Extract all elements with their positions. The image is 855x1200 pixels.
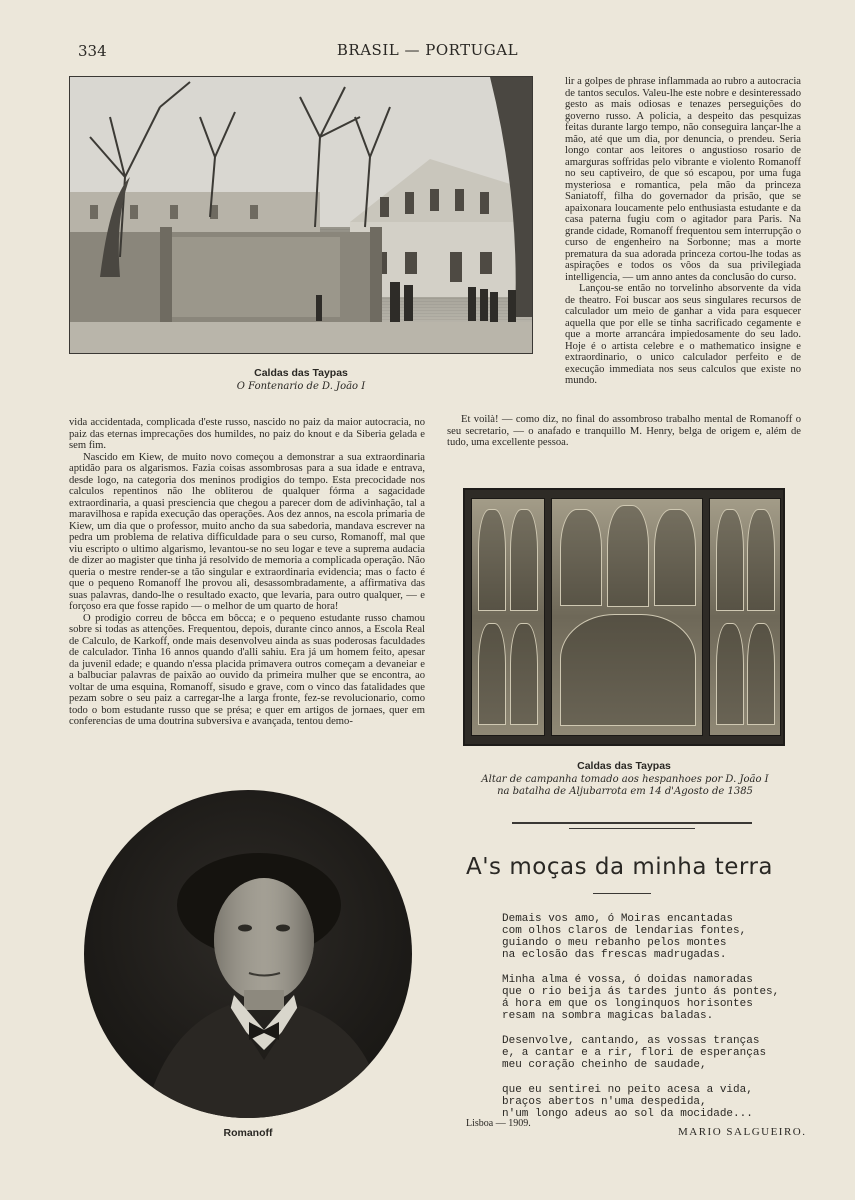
top-rule bbox=[512, 822, 752, 824]
poem-line: na eclosão das frescas madrugadas. bbox=[502, 949, 727, 961]
poem-stanza-1 bbox=[502, 913, 802, 961]
altar-niche bbox=[510, 509, 538, 611]
altar-niche bbox=[716, 509, 744, 611]
poem-line: Demais vos amo, ó Moiras encantadas bbox=[502, 913, 734, 925]
left-column-text bbox=[69, 417, 425, 728]
poem-line: que eu sentirei no peito acesa a vida, bbox=[502, 1084, 753, 1096]
closing-paragraph: Et voilà! — como diz, no final do assombroso trabalho mental de Romanoff o seu secretario, — o anafado e tranquillo M. Henry, belga de origem e, além de tudo, uma excellente pessoa. bbox=[447, 414, 801, 448]
poem-stanza-2 bbox=[502, 974, 802, 1022]
poem-line: Desenvolve, cantando, as vossas tranças bbox=[502, 1035, 760, 1047]
page-number: 334 bbox=[78, 42, 107, 60]
poem-line: com olhos claros de lendarias fontes, bbox=[502, 925, 747, 937]
title-rule bbox=[593, 893, 651, 894]
figure2-subtitle-line1: Altar de campanha tomado aos hespanhoes por D. João I bbox=[481, 774, 769, 785]
altar-niche bbox=[560, 509, 602, 606]
right-paragraph-1: lir a golpes de phrase inflammada ao rubro a autocracia de tantos seculos. Valeu-lhe este nobre e desinteressado gesto as mais odiosas e tenazes perseguições do governo russo. A policia, a despeito das pesquizas feitas durante largo tempo, não conseguira lançar-lhe a mão, até que um dia, por denuncia, o prendeu. Seria longo contar aos leitores o angustioso rosario de amarguras soffridas pelo vibrante e violento Romanoff no seu captiveiro, de que só escapou, por uma fuga mysteriosa e romantica, pela mão da princeza Saniatoff, filha do governador da prisão, que se apaixonara loucamente pelo enthusiasta estudante e da casa paterna fugiu com o agitador para Paris. Na grande cidade, Romanoff frequentou sem interrupção o curso de engenheiro na Sorbonne; mas a morte prematura da sua adorada princeza cortou-lhe todas as aspirações e todos os vôos da sua privilegiada intelligencia, — um anno antes da conclusão do curso. bbox=[565, 76, 801, 283]
poem-line: n'um longo adeus ao sol da mocidade... bbox=[502, 1108, 753, 1120]
poem-line: que o rio beija ás tardes junto ás pontes, bbox=[502, 986, 780, 998]
poem-line: á hora em que os longinquos horisontes bbox=[502, 998, 753, 1010]
poem-title: A's moças da minha terra bbox=[466, 854, 773, 880]
figure1-title: Caldas das Taypas bbox=[254, 367, 348, 379]
continuation-paragraph bbox=[447, 414, 801, 449]
poem-line: guiando o meu rebanho pelos montes bbox=[502, 937, 727, 949]
altar-niche bbox=[747, 623, 775, 725]
left-paragraph-3: O prodigio correu de bôcca em bôcca; e o pequeno estudante russo chamou sobre si todas as attenções. Frequentou, depois, durante cinco annos, a Escola Real de Calculo, de Karkoff, onde mais desenvolveu ainda as suas poderosas faculdades de calculador. Tinha 16 annos quando d'alli sahiu. Era já um homem feito, apesar da juvenil edade; e quando n'essa placida primavera outros começam a devaneiar e a balbuciar palavras de paixão ao ouvido da primeira mulher que se encontra, ao voltar de uma esquina, Romanoff, sisudo e grave, com o vinco das fatalidades que pezam sobre o seu paiz a carregar-lhe a larga fronte, fez-se revolucionario, como todo o bom estudante russo que se présa; e quer em artigos de jornaes, quer em conferencias de uma doutrina subversiva e avançada, tentou demo- bbox=[69, 612, 425, 727]
poem-place-date: Lisboa — 1909. bbox=[466, 1118, 531, 1129]
altar-niche bbox=[478, 623, 506, 725]
poem-line: meu coração cheinho de saudade, bbox=[502, 1059, 707, 1071]
altar-niche bbox=[510, 623, 538, 725]
figure3-title: Romanoff bbox=[223, 1127, 273, 1139]
altar-left-wing bbox=[471, 498, 545, 736]
running-header-title: BRASIL — PORTUGAL bbox=[336, 41, 519, 59]
altar-niche bbox=[607, 505, 649, 607]
altar-niche bbox=[654, 509, 696, 606]
poem-line: e, a cantar e a rir, flori de esperanças bbox=[502, 1047, 767, 1059]
fountain-photo-illustration bbox=[70, 77, 532, 353]
figure1-subtitle: O Fontenario de D. João I bbox=[236, 381, 366, 392]
figure2-subtitle-line2: na batalha de Aljubarrota em 14 d'Agosto de 1385 bbox=[497, 786, 753, 797]
altar-right-wing bbox=[709, 498, 781, 736]
altar-niche bbox=[747, 509, 775, 611]
top-rule-thin bbox=[569, 828, 695, 829]
poem-body bbox=[502, 913, 802, 1133]
poem-author: MARIO SALGUEIRO. bbox=[678, 1126, 807, 1138]
left-paragraph-1: vida accidentada, complicada d'este russo, nascido no paiz da maior autocracia, no paiz das eternas imprecações dos humildes, no paiz do knout e da Siberia gelada e sem fim. bbox=[69, 417, 425, 451]
portrait-illustration bbox=[84, 790, 412, 1118]
altar-main-scene bbox=[560, 614, 696, 726]
altar-center-panel bbox=[551, 498, 703, 736]
figure2-title: Caldas das Taypas bbox=[577, 760, 671, 772]
poem-line: Minha alma é vossa, ó doidas namoradas bbox=[502, 974, 753, 986]
poem-line: resam na sombra magicas baladas. bbox=[502, 1010, 714, 1022]
fountain-photo bbox=[69, 76, 533, 354]
altar-niche bbox=[716, 623, 744, 725]
poem-stanza-3 bbox=[502, 1035, 802, 1071]
poem-line: braços abertos n'uma despedida, bbox=[502, 1096, 707, 1108]
romanoff-portrait bbox=[84, 790, 412, 1118]
poem-stanza-4 bbox=[502, 1084, 802, 1120]
left-paragraph-2: Nascido em Kiew, de muito novo começou a demonstrar a sua extraordinaria aptidão para os algarismos. Fazia coisas assombrosas para a sua idade e entrava, desde logo, na categoria dos meninos prodigios do tempo. Esta precocidade nos calculos repentinos não lhe obliterou de qualquer fórma a sagacidade extraordinaria, a quasi presciencia que chegou a parecer dom de adivinhação, tal a maravilhosa e rapida execução das operações. Aos dez annos, na escola primaria de Kiew, um dia que o professor, muito ancho da sua sabedoria, mandava escrever na pedra um problema de relativa difficuldade para o seu curso, Romanoff, mal que viu escripto o ultimo algarismo, levantou-se no seu logar e teve a suprema audacia de dizer ao magister que tinha já resolvido de memoria a complicada operação. Não queria o mestre render-se a tão singular e extraordinaria evidencia; mas o facto é que o pequeno Romanoff lhe provou ali, desassombradamente, a affirmativa das suas palavras, dando-lhe o resultado exacto, que levaria, para outro qualquer, — e forçoso era que fosse rapido — o melhor de um quarto de hora! bbox=[69, 451, 425, 612]
right-paragraph-2: Lançou-se então no torvelinho absorvente da vida de theatro. Foi buscar aos seus singulares recursos de calculador um meio de ganhar a vida para esquecer aquella que por elle se tinha sacrificado cegamente e que a morte arrancára impiedosamente do seu lado. Hoje é o artista celebre e o mathematico insigne e extraordinario, o unico calculador perfeito e de execução immediata nos seus calculos que existe no mundo. bbox=[565, 283, 801, 386]
right-column-text bbox=[565, 76, 801, 387]
altar-niche bbox=[478, 509, 506, 611]
altar-photo bbox=[463, 488, 785, 746]
